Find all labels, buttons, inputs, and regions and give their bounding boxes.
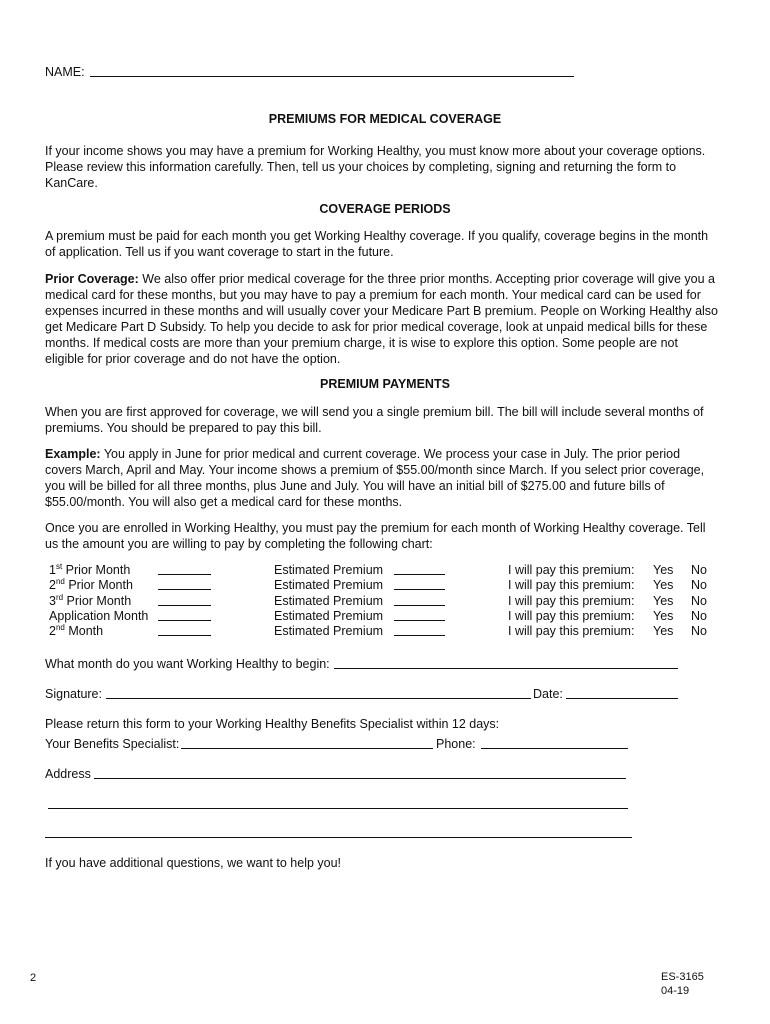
chart-row-label-ordinal: st — [55, 561, 63, 571]
will-pay-label: I will pay this premium: — [508, 609, 635, 623]
signature-field[interactable] — [106, 698, 531, 699]
estimated-premium-field[interactable] — [394, 589, 445, 590]
chart-row-label — [49, 608, 148, 624]
return-instructions: Please return this form to your Working Healthy Benefits Specialist within 12 days: — [45, 717, 500, 731]
estimated-premium-field[interactable] — [394, 635, 445, 636]
address-field-line-2[interactable] — [48, 808, 628, 809]
chart-row-label-text: Prior Month — [62, 563, 131, 577]
example-first-line — [45, 446, 725, 462]
coverage-line: of application. Tell us if you want coverage to start in the future. — [45, 245, 394, 259]
coverage-line: A premium must be paid for each month you get Working Healthy coverage. If you qualify, coverage begins in the month — [45, 229, 709, 243]
name-field[interactable] — [90, 76, 574, 77]
example-line: you will be billed for all three months, plus June and July. You will have an initial bill of $275.00 and future bills of — [45, 479, 665, 493]
will-pay-label: I will pay this premium: — [508, 624, 635, 638]
no-option[interactable]: No — [691, 609, 707, 623]
signature-label: Signature: — [45, 687, 102, 701]
enrolled-paragraph — [45, 520, 725, 552]
estimated-premium-field[interactable] — [394, 620, 445, 621]
form-date: 04-19 — [661, 985, 690, 997]
estimated-premium-label: Estimated Premium — [274, 563, 384, 577]
intro-line: KanCare. — [45, 176, 98, 190]
prior-coverage-line: months. If medical costs are more than your premium charge, it is wise to explore this option. Some people are not — [45, 336, 678, 350]
specialist-field[interactable] — [181, 748, 433, 749]
form-code: ES-3165 — [661, 971, 704, 983]
enrolled-line: us the amount you are willing to pay by completing the following chart: — [45, 537, 433, 551]
will-pay-label: I will pay this premium: — [508, 594, 635, 608]
prior-coverage-paragraph — [45, 271, 725, 367]
date-label: Date: — [533, 687, 563, 701]
premium-payments-heading: PREMIUM PAYMENTS — [320, 377, 450, 391]
coverage-periods-heading: COVERAGE PERIODS — [319, 202, 451, 216]
chart-row-label — [49, 562, 130, 578]
chart-row-label-text: Prior Month — [64, 578, 133, 592]
estimated-premium-field[interactable] — [394, 605, 445, 606]
no-option[interactable]: No — [691, 578, 707, 592]
prior-coverage-line: get Medicare Part D Subsidy. To help you decide to ask for prior medical coverage, look at unpaid medical bills for these — [45, 320, 708, 334]
name-label: NAME: — [45, 65, 85, 79]
estimated-premium-label: Estimated Premium — [274, 624, 384, 638]
example-line: $55.00/month. You will also get a medical card for these months. — [45, 495, 403, 509]
chart-row-label-main: 3 — [49, 594, 56, 608]
estimated-premium-label: Estimated Premium — [274, 594, 384, 608]
estimated-premium-label: Estimated Premium — [274, 609, 384, 623]
example-text: You apply in June for prior medical and current coverage. We process your case in July. The prior period — [100, 447, 681, 461]
chart-row-label-text: Month — [64, 624, 104, 638]
address-field-line-3[interactable] — [45, 837, 632, 838]
prior-coverage-line: medical card for these months, but you may have to pay a premium for each month. Your medical card can be used for — [45, 288, 701, 302]
chart-row-label-ordinal: nd — [55, 576, 65, 586]
prior-coverage-line: eligible for prior coverage and do not have the option. — [45, 352, 341, 366]
page-number: 2 — [30, 972, 37, 984]
estimated-premium-field[interactable] — [394, 574, 445, 575]
chart-row-label-main: Application Month — [49, 609, 149, 623]
month-blank-field[interactable] — [158, 620, 211, 621]
enrolled-line: Once you are enrolled in Working Healthy, you must pay the premium for each month of Working Healthy coverage. Tell — [45, 521, 706, 535]
specialist-label: Your Benefits Specialist: — [45, 737, 180, 751]
month-blank-field[interactable] — [158, 589, 211, 590]
yes-option[interactable]: Yes — [653, 578, 674, 592]
no-option[interactable]: No — [691, 563, 707, 577]
begin-month-label: What month do you want Working Healthy to begin: — [45, 657, 330, 671]
closing-text: If you have additional questions, we want to help you! — [45, 856, 342, 870]
phone-field[interactable] — [481, 748, 628, 749]
address-label: Address — [45, 767, 91, 781]
example-paragraph — [45, 446, 725, 510]
payments-line: premiums. You should be prepared to pay this bill. — [45, 421, 322, 435]
will-pay-label: I will pay this premium: — [508, 563, 635, 577]
date-field[interactable] — [566, 698, 678, 699]
chart-row-label — [49, 623, 103, 639]
example-label: Example: — [45, 447, 101, 461]
chart-row-label-text: Prior Month — [63, 594, 132, 608]
chart-row-label-ordinal: nd — [55, 622, 65, 632]
example-line: covers March, April and May. Your income shows a premium of $55.00/month since March. If you select prior coverage, — [45, 463, 705, 477]
chart-row-label-ordinal: rd — [55, 592, 64, 602]
prior-coverage-first-line — [45, 271, 725, 287]
chart-row-label — [49, 593, 131, 609]
month-blank-field[interactable] — [158, 605, 211, 606]
begin-month-field[interactable] — [334, 668, 678, 669]
page-title: PREMIUMS FOR MEDICAL COVERAGE — [268, 112, 502, 126]
chart-row-label-main: 1 — [49, 563, 56, 577]
month-blank-field[interactable] — [158, 635, 211, 636]
chart-row-label — [49, 577, 133, 593]
chart-row-label-main: 2 — [49, 624, 56, 638]
chart-row-label-main: 2 — [49, 578, 56, 592]
yes-option[interactable]: Yes — [653, 609, 674, 623]
month-blank-field[interactable] — [158, 574, 211, 575]
intro-line: If your income shows you may have a premium for Working Healthy, you must know more about your coverage options. — [45, 144, 706, 158]
will-pay-label: I will pay this premium: — [508, 578, 635, 592]
intro-line: Please review this information carefully. Then, tell us your choices by completing, signing and returning the form to — [45, 160, 677, 174]
address-field-line-1[interactable] — [94, 778, 626, 779]
no-option[interactable]: No — [691, 594, 707, 608]
yes-option[interactable]: Yes — [653, 594, 674, 608]
yes-option[interactable]: Yes — [653, 563, 674, 577]
prior-coverage-text: We also offer prior medical coverage for the three prior months. Accepting prior coverage will give you a — [138, 272, 715, 286]
payments-paragraph — [45, 404, 725, 436]
phone-label: Phone: — [436, 737, 476, 751]
prior-coverage-line: expenses incurred in these months and will usually cover your Medicare Part B premium. People on Working Healthy also — [45, 304, 719, 318]
estimated-premium-label: Estimated Premium — [274, 578, 384, 592]
coverage-paragraph — [45, 228, 725, 260]
prior-coverage-label: Prior Coverage: — [45, 272, 139, 286]
intro-paragraph — [45, 143, 725, 191]
yes-option[interactable]: Yes — [653, 624, 674, 638]
no-option[interactable]: No — [691, 624, 707, 638]
payments-line: When you are first approved for coverage, we will send you a single premium bill. The bill will include several months of — [45, 405, 704, 419]
